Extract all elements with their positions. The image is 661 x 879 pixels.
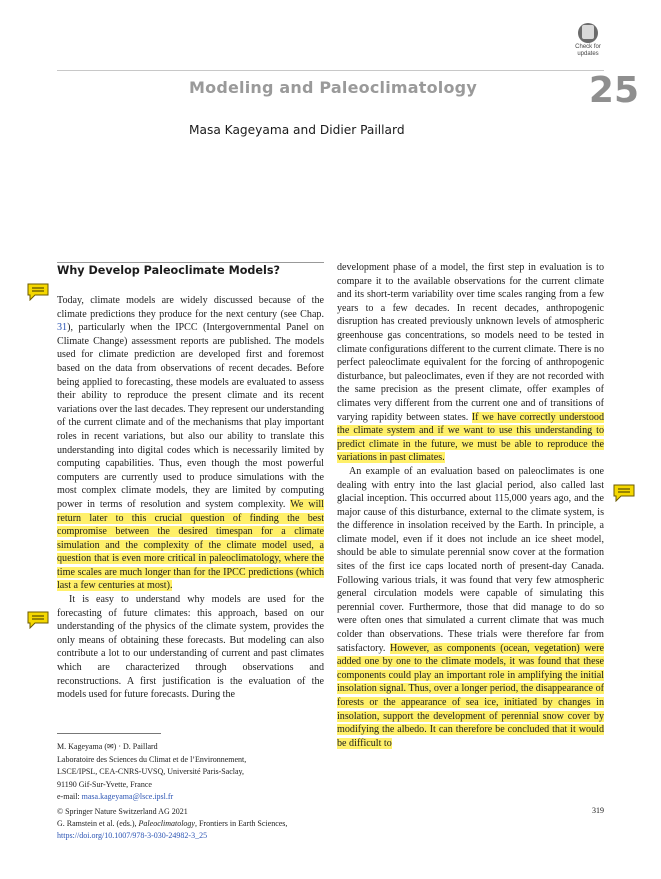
left-column — [57, 294, 324, 702]
footnote-rule — [57, 733, 161, 734]
affiliation-line: 91190 Gif-Sur-Yvette, France — [57, 779, 152, 789]
citation-line — [57, 818, 337, 830]
comment-note-icon[interactable] — [27, 611, 49, 629]
crossmark-icon — [578, 23, 598, 43]
doi-link[interactable]: https://doi.org/10.1007/978-3-030-24982-3_25 — [57, 831, 208, 840]
copyright-footer — [57, 806, 337, 842]
text-run: ), particularly when the IPCC (Intergovernmental Panel on Climate Change) assessment reports are published. The models used for climate prediction are developed first and foremost based on the data from observations of recent decades. Before being applied to forecasting, these models are evaluated to assess their ability to reproduce the present climate and its recent variations over the last decades. They represent our understanding of the current climate and of the mechanisms that play important roles in recent variations, but also our ability to translate this understanding into digital codes which is necessarily limited by computing capabilities. Thus, even though the most powerful computers are currently used to produce simulations with the most complex climate models, they are limited by computing power in terms of resolution and system complexity. — [57, 322, 324, 510]
chapter-authors: Masa Kageyama and Didier Paillard — [189, 123, 405, 137]
affiliation-line: LSCE/IPSL, CEA-CNRS-UVSQ, Université Paris-Saclay, — [57, 767, 245, 776]
text-run: An example of an evaluation based on paleoclimates is one dealing with entry into the last glacial period, also called last glacial inception. This occurred about 115,000 years ago, and the major cause of this disturbance, external to the climate system, is the difference in insolation received by the Earth. In principle, a climate model, even if it does not include an ice sheet model, should be able to simulate perennial snow cover at the formation sites of the first ice caps located north of present-day Canada. Following various trials, it was found that very few atmospheric general circulation models were capable of simulating this perennial cover. Furthermore, those that did manage to do so were often ones that simulated a current climate that was much colder than observations. These trials were therefore far from satisfactory. — [337, 465, 604, 654]
chapter-number: 25 — [588, 70, 639, 111]
text-run: G. Ramstein et al. (eds.), — [57, 819, 139, 828]
comment-note-icon[interactable] — [27, 283, 49, 301]
highlighted-text[interactable]: If we have correctly understood the climate system and if we want to use this understanding to predict climate in the future, we must be able to reproduce the variations in past climates. — [337, 411, 604, 464]
check-for-updates-badge[interactable] — [568, 21, 608, 63]
comment-note-icon[interactable] — [613, 484, 635, 502]
paragraph — [337, 465, 604, 750]
chapter-title: Modeling and Paleoclimatology — [189, 78, 477, 97]
affiliation-line: M. Kageyama (✉) · D. Paillard — [57, 742, 158, 751]
highlighted-text[interactable]: However, as components (ocean, vegetation) were added one by one to the climate models, it was found that these components could play an important role in amplifying the initial insolation signal. Thus, over a longer period, the disappearance of forests or the appearance of sea ice, initiated by changes in insolation, support the development of perennial snow cover by modifying the albedo. It can therefore be concluded that it would be difficult to — [337, 642, 604, 749]
author-affiliation — [57, 741, 319, 804]
right-column — [337, 261, 604, 750]
badge-line-2: updates — [577, 51, 599, 57]
section-heading: Why Develop Paleoclimate Models? — [57, 264, 280, 277]
paragraph: It is easy to understand why models are used for the forecasting of future climates: this approach, based on our understanding of the physics of the climate system, provides the only means of obtaining these forecasts. But modeling can also contribute a lot to our understanding of current and past climates which are characterized through observations and reconstructions. A first justification is the evaluation of the models used for future forecasts. During the — [57, 594, 324, 701]
paragraph — [57, 294, 324, 593]
page-number: 319 — [592, 806, 604, 815]
book-title: Paleoclimatology — [138, 819, 195, 828]
email-label: e-mail: — [57, 792, 82, 801]
section-rule — [57, 262, 324, 263]
email-link[interactable]: masa.kageyama@lsce.ipsl.fr — [81, 792, 174, 801]
text-run: Today, climate models are widely discussed because of the climate predictions they produce for the next century (see Chap. — [57, 295, 324, 320]
affiliation-line: Laboratoire des Sciences du Climat et de l’Environnement, — [57, 754, 247, 764]
header-rule — [57, 70, 604, 71]
text-run: , Frontiers in Earth Sciences, — [194, 819, 288, 828]
badge-line-1: Check for — [575, 44, 601, 50]
chapter-link[interactable]: 31 — [57, 322, 68, 334]
highlighted-text[interactable]: We will return later to this crucial question of finding the best compromise between the desired timespan for a climate simulation and the complexity of the climate model used, a question that is even more critical in paleoclimatology, where the time scales are much longer than for the IPCC predictions (which last a few centuries at most). — [57, 498, 324, 592]
text-run: development phase of a model, the first step in evaluation is to compare it to the available observations for the current climate and its short-term variability over time scales ranging from a few years to a few decades. In recent decades, anthropogenic disruption has created previously unknown levels of atmospheric greenhouse gas concentrations, so models need to be tested in climate configurations different to the current climate. There is no perfect paleoclimate equivalent for the forcing of anthropogenic disturbance, but paleoclimates, even if they are not recorded with the same precision as the present climate, offer examples of climates very different from the current one and of transitions of varying rapidity between states. — [337, 262, 604, 423]
email-line — [57, 791, 319, 804]
copyright-line: © Springer Nature Switzerland AG 2021 — [57, 807, 188, 816]
paragraph — [337, 261, 604, 465]
